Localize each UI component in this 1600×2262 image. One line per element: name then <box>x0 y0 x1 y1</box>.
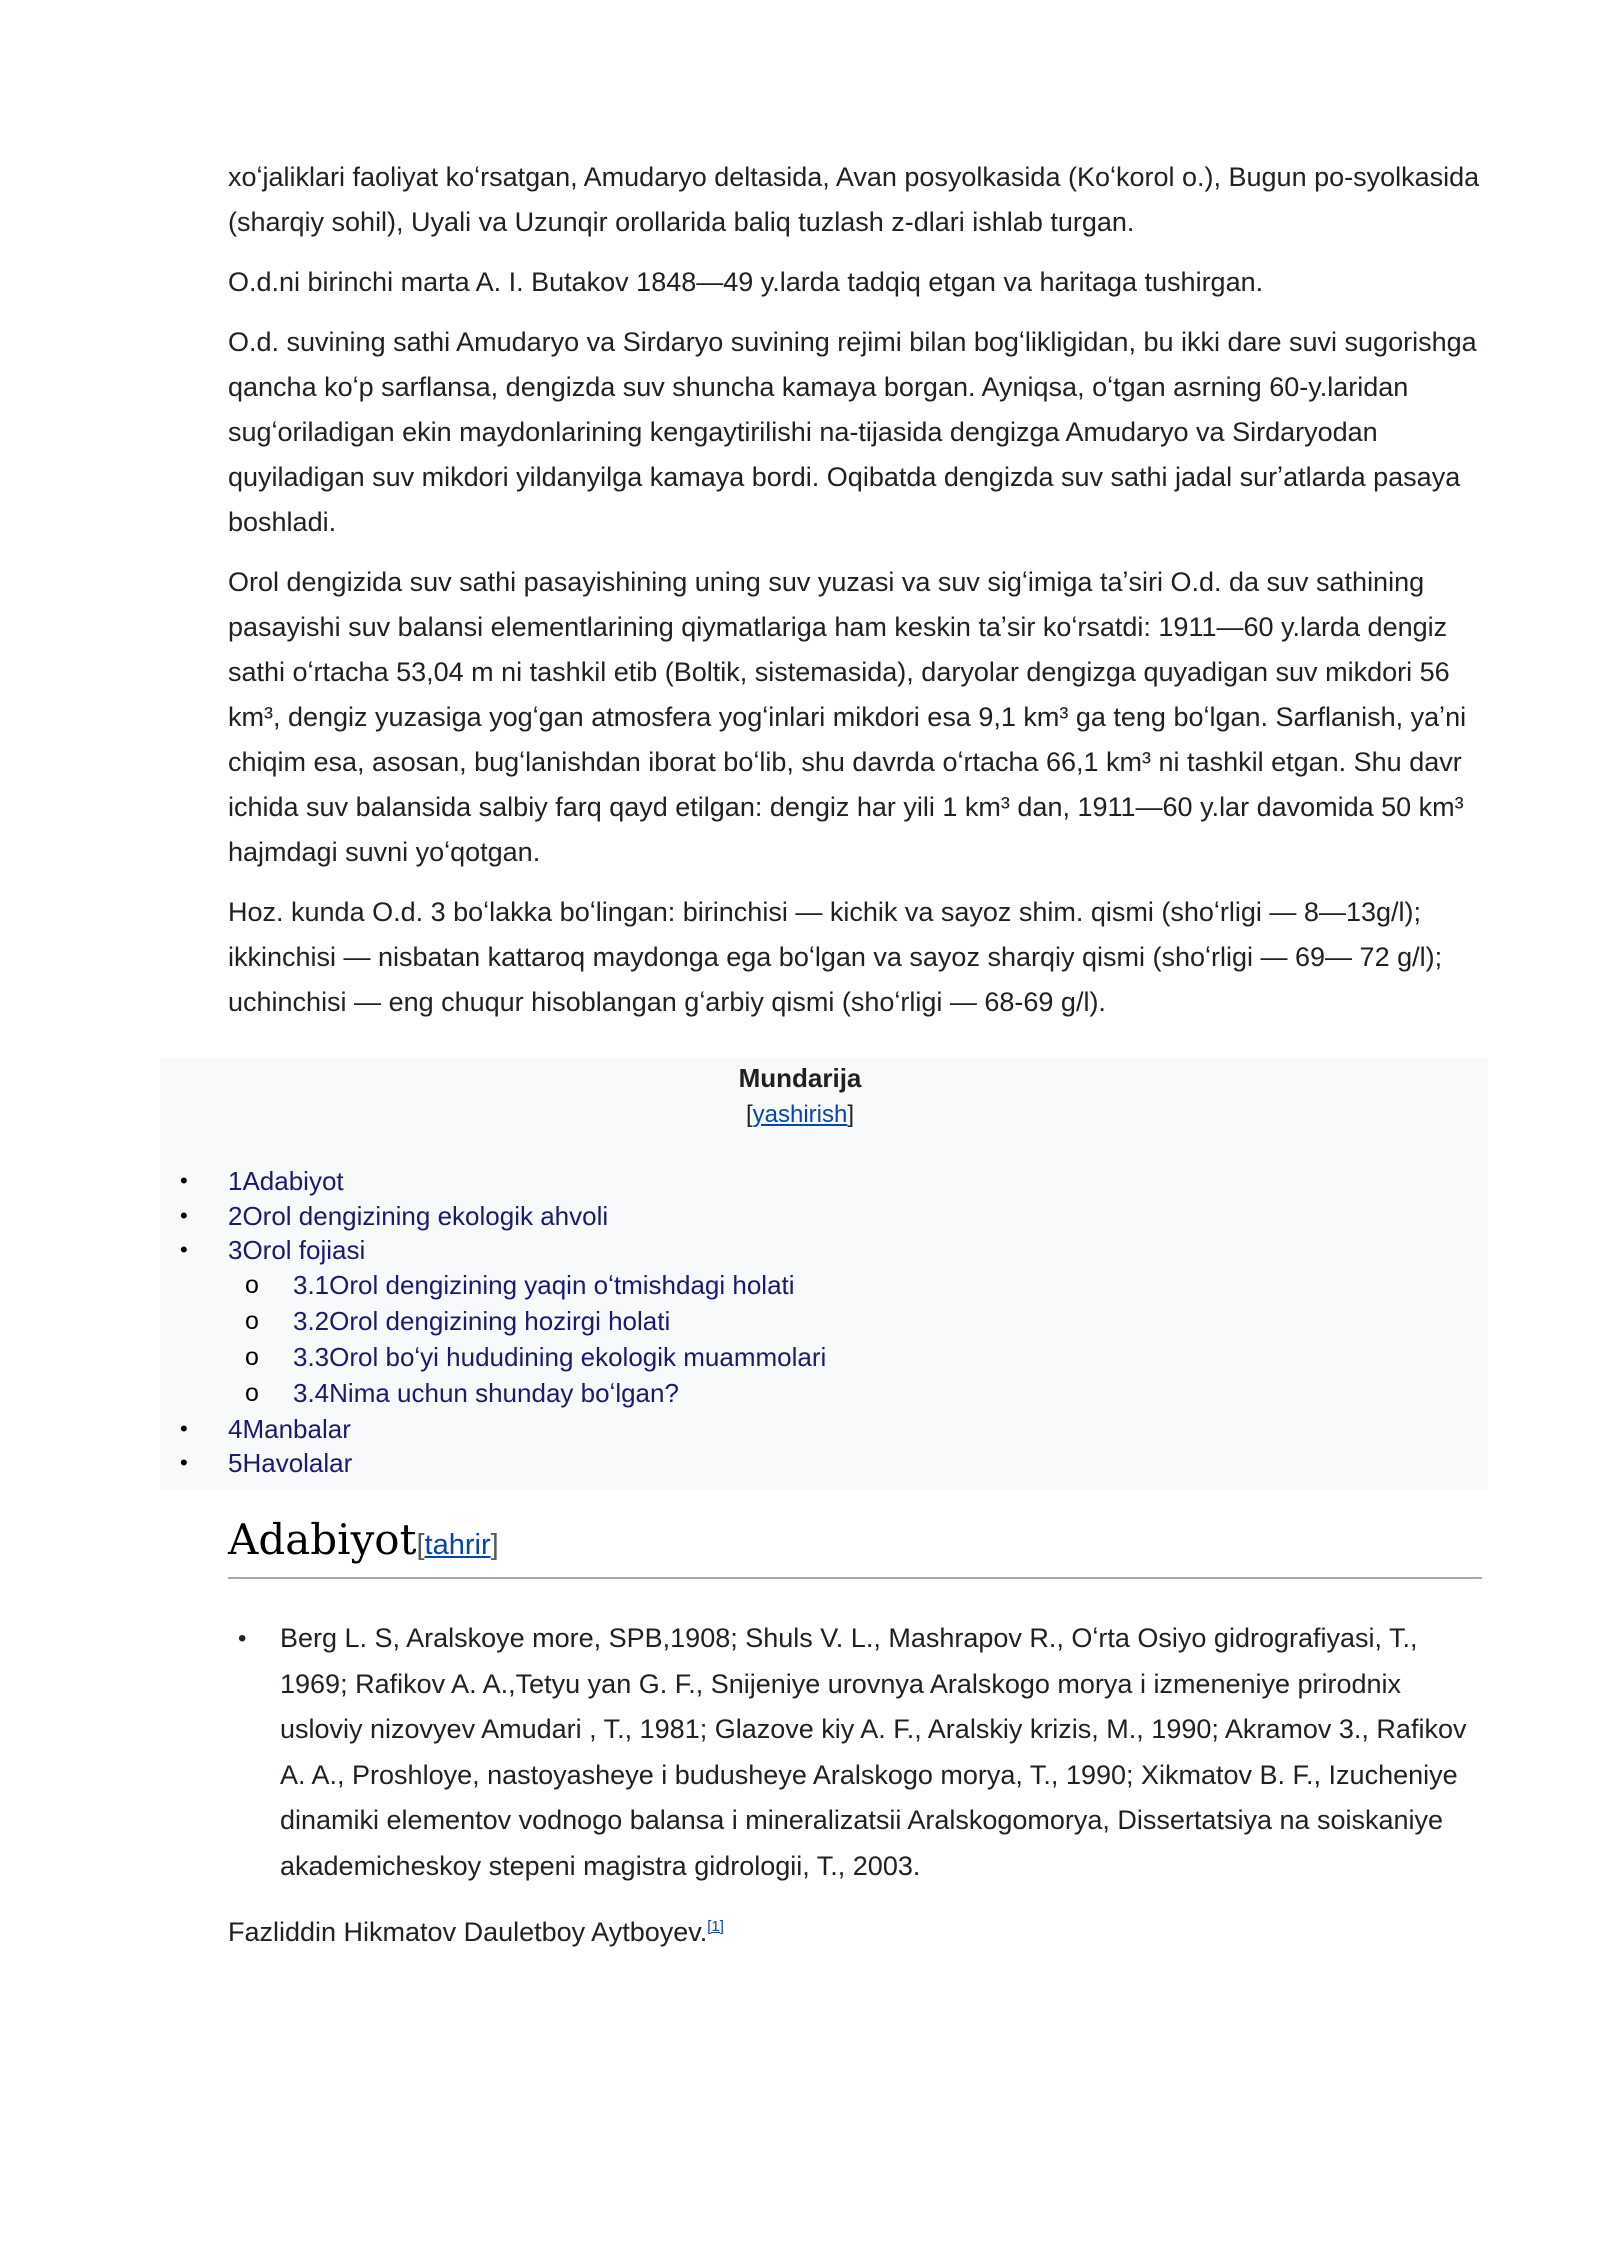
paragraph-three-parts: Hoz. kunda O.d. 3 boʻlakka boʻlingan: birinchisi — kichik va sayoz shim. qismi (shoʻrligi — 8—13g/l); ikkinchisi — nisbatan kattaroq maydonga ega boʻlgan va sayoz sharqiy qismi (shoʻrligi — 69— 72 g/l); uchinchisi — eng chuqur hisoblangan gʻarbiy qismi (shoʻrligi — 68-69 g/l). <box>228 897 1443 1017</box>
bullet-icon: • <box>180 1202 188 1228</box>
toc-item-label[interactable]: 5Havolalar <box>228 1448 353 1478</box>
edit-bracket-open: [ <box>416 1529 425 1561</box>
bullet-icon: • <box>238 1625 247 1652</box>
toc-item-nima-uchun[interactable] <box>0 1376 1000 1412</box>
toc-hide-link[interactable]: yashirish <box>752 1101 848 1128</box>
toc-item-ekologik-ahvol[interactable] <box>0 1199 1000 1234</box>
paragraph-fishing-industry: xoʻjaliklari faoliyat koʻrsatgan, Amudaryo deltasida, Avan posyolkasida (Koʻkorol o.), Bugun po-syolkasida (sharqiy sohil), Uyali va Uzunqir orollarida baliq tuzlash z-dlari ishlab turgan. <box>228 162 1480 237</box>
edit-section-link[interactable]: tahrir <box>424 1529 491 1561</box>
section-heading-text: Adabiyot <box>228 1515 417 1564</box>
toc-item-ekologik-muammolar[interactable] <box>0 1340 1000 1376</box>
bullet-icon: • <box>180 1168 188 1193</box>
toc-item-label[interactable]: 3Orol fojiasi <box>228 1235 366 1265</box>
toc-item-label[interactable]: 4Manbalar <box>228 1413 351 1444</box>
bullet-icon: • <box>180 1237 188 1262</box>
bibliography-item: Berg L. S, Aralskoye more, SPB,1908; Shuls V. L., Mashrapov R., Oʻrta Osiyo gidrografiyasi, T., 1969; Rafikov A. A.,Tetyu yan G. F., Snijeniye urovnya Aralskogo morya i izmeneniye prirodnix usloviy nizovyev Amudari , T., 1981; Glazove kiy A. F., Aralskiy krizis, M., 1990; Akramov 3., Rafikov A. A., Proshloye, nastoyasheye i budusheye Aralskogo morya, T., 1990; Xikmatov B. F., Izucheniye dinamiki elementov vodnogo balansa i mineralizatsii Aralskogomorya, Dissertatsiya na soiskaniye akademicheskoy stepeni magistra gidrologii, T., 2003. <box>280 1623 1467 1881</box>
toc-list <box>0 1164 1000 1481</box>
toc-item-havolalar[interactable] <box>0 1446 1000 1481</box>
toc-item-adabiyot[interactable] <box>0 1164 1000 1199</box>
bullet-icon: • <box>180 1415 188 1441</box>
section-heading-adabiyot <box>228 1510 1482 1579</box>
toc-item-label[interactable]: 3.1Orol dengizining yaqin oʻtmishdagi holati <box>293 1269 795 1300</box>
article-body <box>228 155 1482 1040</box>
toc-item-orol-fojiasi[interactable] <box>0 1233 1000 1268</box>
author-line <box>228 1904 724 1955</box>
footnote-ref <box>707 1918 724 1935</box>
toc-item-hozirgi-holat[interactable] <box>0 1304 1000 1340</box>
toc-item-label[interactable]: 3.3Orol boʻyi hududining ekologik muammolari <box>293 1341 827 1372</box>
toc-item-yaqin-otmish[interactable] <box>0 1268 1000 1304</box>
paragraph-water-balance: Orol dengizida suv sathi pasayishining uning suv yuzasi va suv sigʻimiga taʼsiri O.d. da suv sathining pasayishi suv balansi elementlarining qiymatlariga ham keskin taʼsir koʻrsatdi: 1911—60 y.larda dengiz sathi oʻrtacha 53,04 m ni tashkil etib (Boltik, sistemasida), daryolar dengizga quyadigan suv mikdori 56 km³, dengiz yuzasiga yogʻgan atmosfera yogʻinlari mikdori esa 9,1 km³ ga teng boʻlgan. Sarflanish, yaʼni chiqim esa, asosan, bugʻlanishdan iborat boʻlib, shu davrda oʻrtacha 66,1 km³ ni tashkil etgan. Shu davr ichida suv balansida salbiy farq qayd etilgan: dengiz har yili 1 km³ dan, 1911—60 y.lar davomida 50 km³ hajmdagi suvni yoʻqotgan. <box>228 567 1467 867</box>
circle-bullet-icon: o <box>245 1342 259 1371</box>
bibliography-list <box>228 1616 1482 1889</box>
circle-bullet-icon: o <box>245 1306 259 1335</box>
toc-item-label[interactable]: 1Adabiyot <box>228 1166 344 1196</box>
toc-toggle <box>0 1098 1600 1132</box>
footnote-ref-link[interactable]: [1] <box>707 1918 724 1935</box>
toc-item-label[interactable]: 3.2Orol dengizining hozirgi holati <box>293 1305 671 1336</box>
paragraph-butakov-survey: O.d.ni birinchi marta A. I. Butakov 1848—49 y.larda tadqiq etgan va haritaga tushirgan. <box>228 267 1264 297</box>
toc-title: Mundarija <box>738 1063 862 1093</box>
toc-item-label[interactable]: 3.4Nima uchun shunday boʻlgan? <box>293 1377 679 1408</box>
circle-bullet-icon: o <box>245 1270 259 1299</box>
bullet-icon: • <box>180 1450 188 1475</box>
authors-text: Fazliddin Hikmatov Dauletboy Aytboyev. <box>228 1917 708 1947</box>
paragraph-water-level: O.d. suvining sathi Amudaryo va Sirdaryo suvining rejimi bilan bogʻlikligidan, bu ikki dare suvi sugorishga qancha koʻp sarflansa, dengizda suv shuncha kamaya borgan. Ayniqsa, oʻtgan asrning 60-y.laridan sugʻoriladigan ekin maydonlarining kengaytirilishi na-tijasida dengizga Amudaryo va Sirdaryodan quyiladigan suv mikdori yildanyilga kamaya bordi. Oqibatda dengizda suv sathi jadal surʼatlarda pasaya boshladi. <box>228 327 1477 537</box>
section-edit <box>416 1529 498 1561</box>
edit-bracket-close: ] <box>490 1529 499 1561</box>
toc-toggle-bracket-close: ] <box>847 1101 855 1128</box>
toc-item-manbalar[interactable] <box>0 1412 1000 1447</box>
toc-item-label[interactable]: 2Orol dengizining ekologik ahvoli <box>228 1200 609 1231</box>
toc-toggle-bracket-open: [ <box>745 1101 753 1128</box>
circle-bullet-icon: o <box>245 1378 259 1407</box>
